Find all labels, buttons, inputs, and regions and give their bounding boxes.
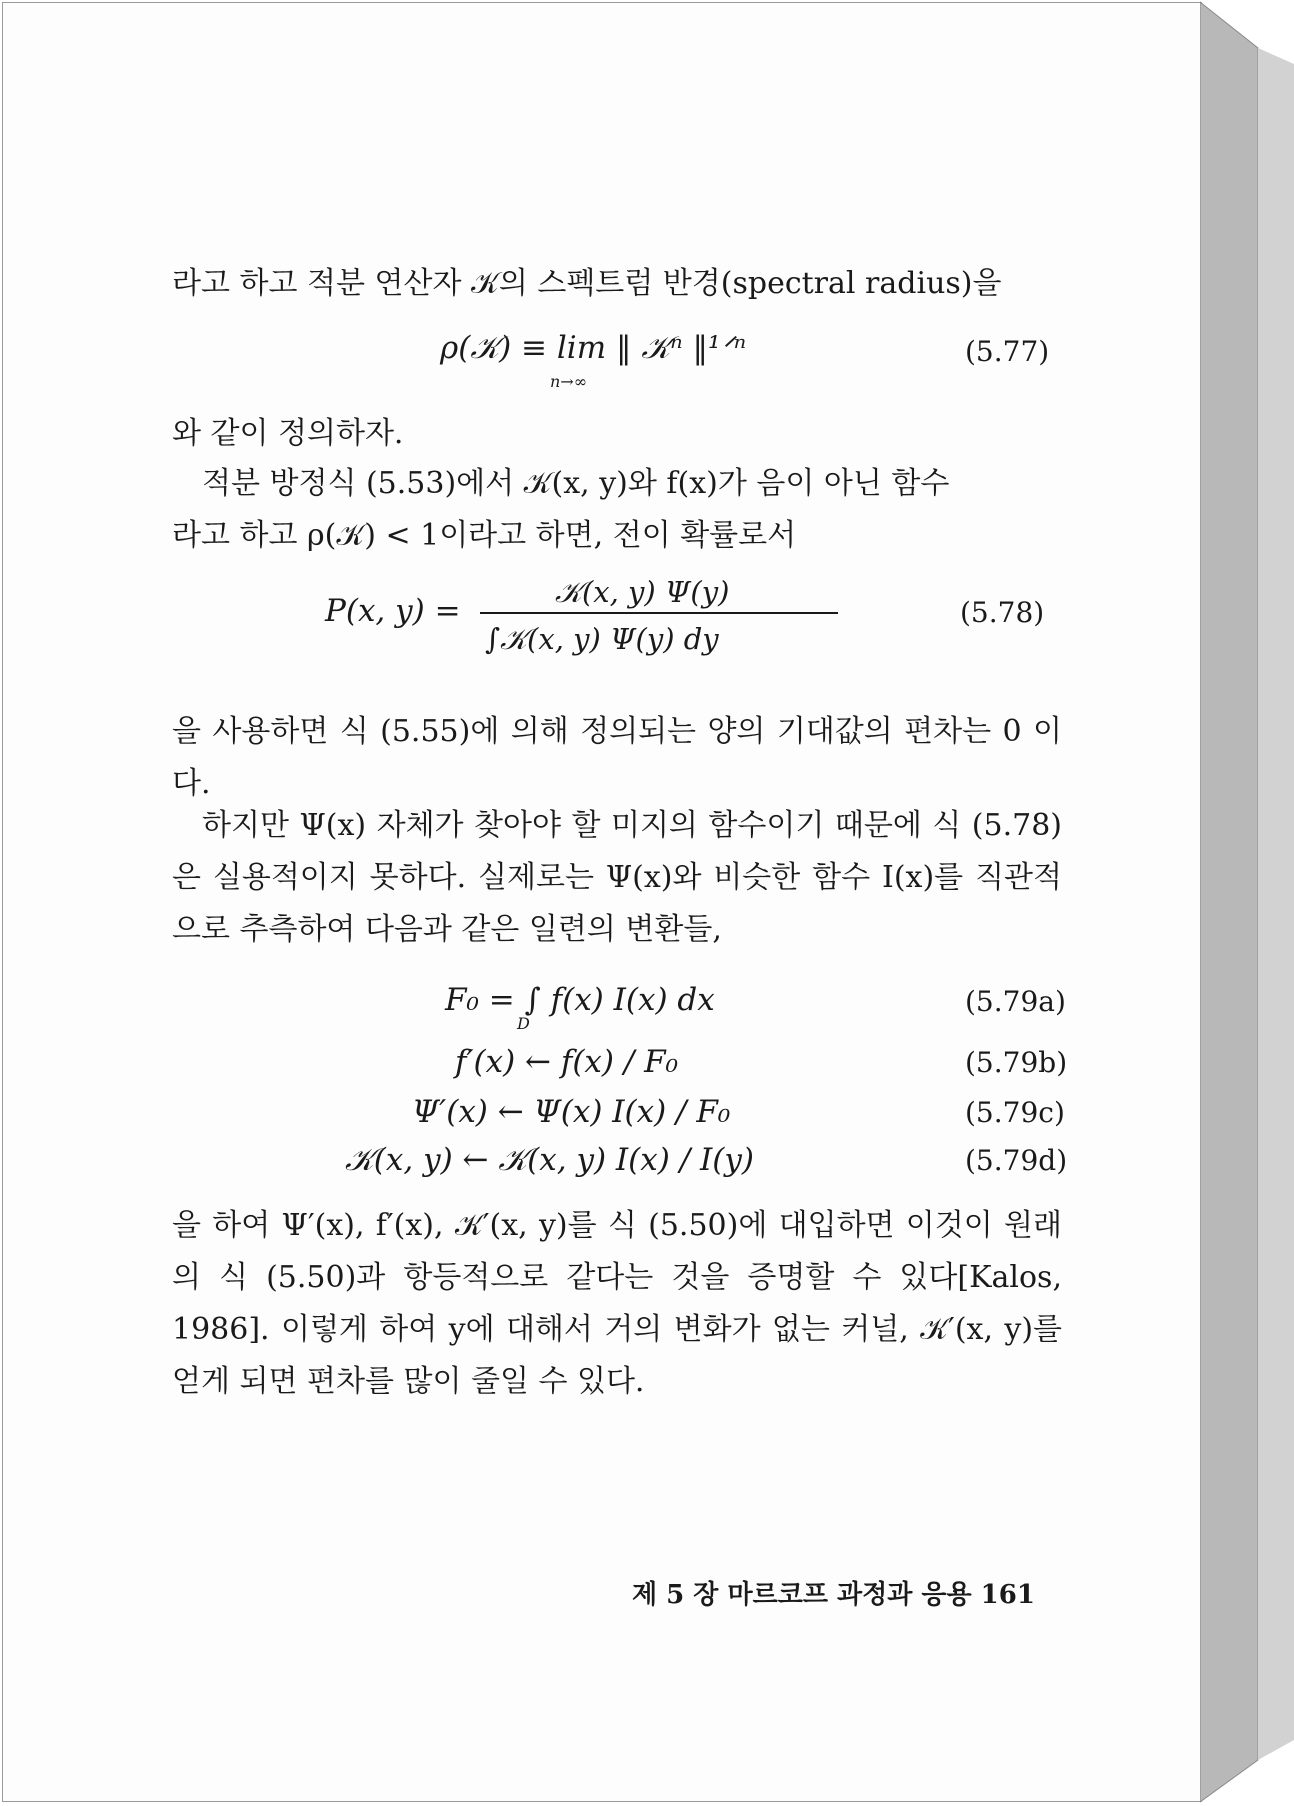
equation-number-5-79a: (5.79a) xyxy=(965,985,1066,1018)
equation-5-79c: Ψ′(x) ← Ψ(x) I(x) / F₀ xyxy=(412,1094,731,1130)
equation-number-5-79b: (5.79b) xyxy=(965,1046,1068,1079)
equation-5-79b: f′(x) ← f(x) / F₀ xyxy=(455,1044,679,1080)
paragraph-1: 라고 하고 적분 연산자 𝒦의 스펙트럼 반경(spectral radius)을 xyxy=(172,266,1002,301)
paragraph-6: 을 하여 Ψ′(x), f′(x), 𝒦′(x, y)를 식 (5.50)에 대입하면 이것이 원래의 식 (5.50)과 항등적으로 같다는 것을 증명할 수 있다[Kalos, 1986]. 이렇게 하여 y에 대해서 거의 변화가 없는 커널, 𝒦′(x, y)를 얻게 되면 편차를 많이 줄일 수 있다. xyxy=(172,1208,1062,1399)
paragraph-3b: 라고 하고 ρ(𝒦) < 1이라고 하면, 전이 확률로서 xyxy=(172,518,797,553)
equation-number-5-77: (5.77) xyxy=(965,335,1050,368)
fraction-bar xyxy=(480,612,838,614)
equation-5-78-lhs: P(x, y) = xyxy=(325,593,461,629)
equation-5-79a: F₀ = ∫ f(x) I(x) dx xyxy=(445,982,715,1018)
equation-5-78-denominator: ∫𝒦(x, y) Ψ(y) dy xyxy=(485,622,719,656)
book-edge xyxy=(1200,0,1294,1806)
equation-number-5-78: (5.78) xyxy=(960,596,1045,629)
equation-5-77: ρ(𝒦) ≡ lim ‖ 𝒦ⁿ ‖¹ᐟⁿ xyxy=(440,330,747,366)
equation-5-79a-subscript: D xyxy=(517,1014,530,1033)
page-footer: 제 5 장 마르코프 과정과 응용 161 xyxy=(632,1580,1035,1610)
paragraph-5: 하지만 Ψ(x) 자체가 찾아야 할 미지의 함수이기 때문에 식 (5.78)은 실용적이지 못하다. 실제로는 Ψ(x)와 비슷한 함수 I(x)를 직관적으로 추측하여 다음과 같은 일련의 변환들, xyxy=(172,808,1062,947)
equation-number-5-79c: (5.79c) xyxy=(965,1096,1065,1129)
equation-5-79d: 𝒦(x, y) ← 𝒦(x, y) I(x) / I(y) xyxy=(345,1142,754,1178)
paragraph-3a: 적분 방정식 (5.53)에서 𝒦(x, y)와 f(x)가 음이 아닌 함수 xyxy=(202,466,950,501)
paragraph-4: 을 사용하면 식 (5.55)에 의해 정의되는 양의 기대값의 편차는 0 이다. xyxy=(172,714,1062,801)
equation-number-5-79d: (5.79d) xyxy=(965,1144,1068,1177)
paragraph-2: 와 같이 정의하자. xyxy=(172,416,404,451)
equation-5-78-numerator: 𝒦(x, y) Ψ(y) xyxy=(555,575,730,609)
equation-5-77-subscript: n→∞ xyxy=(550,372,588,391)
